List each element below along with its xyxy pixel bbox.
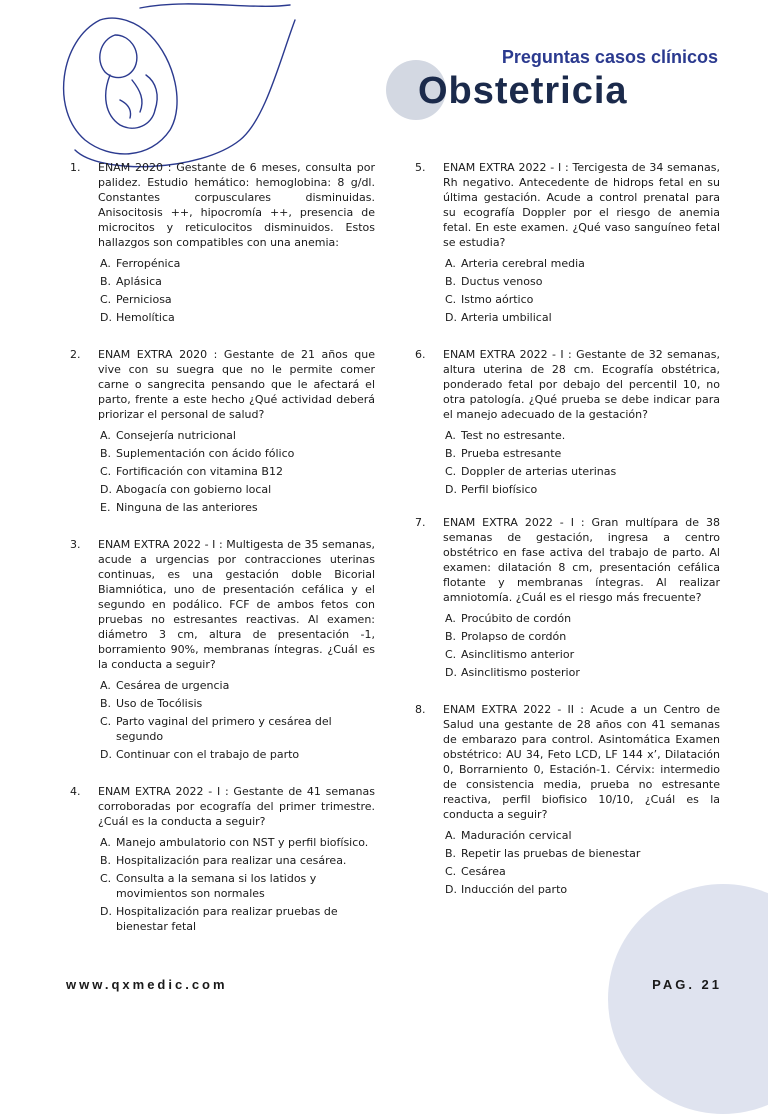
- options-list: [445, 828, 720, 897]
- option: [445, 846, 720, 861]
- question-number: 2.: [70, 348, 81, 361]
- option-text: Aplásica: [116, 275, 162, 288]
- options-list: [445, 611, 720, 680]
- option-text: Doppler de arterias uterinas: [461, 465, 617, 478]
- option-text: Perfil biofísico: [461, 483, 538, 496]
- fetus-logo-icon: [40, 0, 300, 175]
- option-text: Arteria umbilical: [461, 311, 552, 324]
- option-text: Cesárea: [461, 865, 506, 878]
- options-list: [100, 678, 375, 762]
- option-text: Arteria cerebral media: [461, 257, 585, 270]
- option: [445, 428, 720, 443]
- option-text: Asinclitismo posterior: [461, 666, 580, 679]
- question-6: [415, 347, 720, 497]
- option-text: Consejería nutricional: [116, 429, 236, 442]
- option-letter: D.: [100, 483, 112, 496]
- option-letter: C.: [100, 465, 112, 478]
- question-number: 4.: [70, 785, 81, 798]
- option: [445, 665, 720, 680]
- option-letter: B.: [445, 847, 457, 860]
- option: [100, 446, 375, 461]
- option-text: Manejo ambulatorio con NST y perfil biofísico.: [116, 836, 369, 849]
- option: [100, 678, 375, 693]
- option-text: Uso de Tocólisis: [116, 697, 203, 710]
- question-text: ENAM EXTRA 2022 - I : Gran multípara de 38 semanas de gestación, ingresa a centro obstétrico en fase activa del trabajo de parto. Al examen: dilatación 8 cm, presentación cefálica flotante y membranas íntegras. Al realizar amniotomía. ¿Cuál es el riesgo más frecuente?: [443, 516, 720, 604]
- question-text: ENAM EXTRA 2022 - I : Multigesta de 35 semanas, acude a urgencias por contracciones uterinas continuas, es una gestación doble Bicorial Biamniótica, uno de presentación cefálica y el segundo en podálico. FCF de ambos fetos con pruebas no estresantes reactivas. Al examen: diámetro 3 cm, altura de presentación -1, borramiento 90%, membranas íntegras. ¿Cuál es la conducta a seguir?: [98, 538, 375, 671]
- option-text: Abogacía con gobierno local: [116, 483, 272, 496]
- option-letter: B.: [445, 630, 457, 643]
- option-letter: A.: [445, 429, 456, 442]
- option: [445, 274, 720, 289]
- options-list: [100, 428, 375, 515]
- option-letter: C.: [445, 293, 457, 306]
- option-text: Maduración cervical: [461, 829, 572, 842]
- option: [100, 747, 375, 762]
- option: [445, 292, 720, 307]
- option-letter: A.: [445, 829, 456, 842]
- option-letter: B.: [445, 275, 457, 288]
- option-text: Ferropénica: [116, 257, 181, 270]
- option: [100, 871, 375, 901]
- option-letter: B.: [445, 447, 457, 460]
- option-letter: C.: [445, 865, 457, 878]
- option-letter: A.: [100, 836, 111, 849]
- question-text: ENAM EXTRA 2022 - I : Gestante de 32 semanas, altura uterina de 28 cm. Ecografía obstétrica, ponderado fetal por debajo del percentil 10, no otra patología. ¿Qué prueba se debe indicar para el manejo adecuado de la gestación?: [443, 348, 720, 421]
- option: [100, 428, 375, 443]
- option-letter: D.: [100, 905, 112, 918]
- option-letter: B.: [100, 697, 112, 710]
- option-text: Cesárea de urgencia: [116, 679, 230, 692]
- option-letter: A.: [100, 679, 111, 692]
- option-text: Perniciosa: [116, 293, 172, 306]
- option: [100, 853, 375, 868]
- option-text: Fortificación con vitamina B12: [116, 465, 283, 478]
- option-text: Continuar con el trabajo de parto: [116, 748, 300, 761]
- option-letter: B.: [100, 447, 112, 460]
- option-letter: A.: [100, 429, 111, 442]
- option-text: Repetir las pruebas de bienestar: [461, 847, 641, 860]
- option-text: Procúbito de cordón: [461, 612, 572, 625]
- option: [445, 629, 720, 644]
- option-letter: D.: [445, 483, 457, 496]
- option: [100, 310, 375, 325]
- page-title: Obstetricia: [418, 70, 628, 112]
- option: [100, 500, 375, 515]
- option-letter: A.: [445, 612, 456, 625]
- option-text: Parto vaginal del primero y cesárea del segundo: [116, 715, 332, 743]
- option: [100, 714, 375, 744]
- question-7: [415, 515, 720, 680]
- option: [100, 292, 375, 307]
- option-text: Hemolítica: [116, 311, 175, 324]
- option: [100, 256, 375, 271]
- option-text: Istmo aórtico: [461, 293, 534, 306]
- option-text: Suplementación con ácido fólico: [116, 447, 295, 460]
- question-3: [70, 537, 375, 762]
- footer-website: www.qxmedic.com: [66, 977, 228, 992]
- option-text: Asinclitismo anterior: [461, 648, 575, 661]
- option-text: Hospitalización para realizar pruebas de bienestar fetal: [116, 905, 338, 933]
- option-letter: D.: [445, 883, 457, 896]
- options-list: [100, 256, 375, 325]
- option-letter: C.: [100, 293, 112, 306]
- option: [445, 482, 720, 497]
- question-number: 7.: [415, 516, 426, 529]
- question-number: 5.: [415, 161, 426, 174]
- option-letter: C.: [445, 648, 457, 661]
- option: [445, 464, 720, 479]
- option: [445, 256, 720, 271]
- option-text: Prolapso de cordón: [461, 630, 567, 643]
- option-text: Ductus venoso: [461, 275, 543, 288]
- option-letter: D.: [445, 311, 457, 324]
- option-letter: E.: [100, 501, 111, 514]
- question-number: 1.: [70, 161, 81, 174]
- option-text: Inducción del parto: [461, 883, 568, 896]
- options-list: [445, 428, 720, 497]
- question-number: 3.: [70, 538, 81, 551]
- option: [445, 446, 720, 461]
- option: [445, 864, 720, 879]
- page-subtitle: Preguntas casos clínicos: [501, 47, 718, 67]
- option: [100, 274, 375, 289]
- option-letter: D.: [445, 666, 457, 679]
- corner-circle-decoration: [608, 884, 768, 1114]
- question-8: [415, 702, 720, 897]
- option: [445, 647, 720, 662]
- option-letter: D.: [100, 311, 112, 324]
- question-1: [70, 160, 375, 325]
- option: [445, 828, 720, 843]
- question-4: [70, 784, 375, 934]
- question-number: 6.: [415, 348, 426, 361]
- question-2: [70, 347, 375, 515]
- option: [100, 464, 375, 479]
- question-5: [415, 160, 720, 325]
- question-text: ENAM EXTRA 2022 - I : Tercigesta de 34 semanas, Rh negativo. Antecedente de hidrops fetal en su última gestación. Acude a control prenatal para su ecografía Doppler por el riesgo de anemia fetal. En este examen. ¿Qué vaso sanguíneo fetal se estudia?: [443, 161, 720, 249]
- option-letter: B.: [100, 854, 112, 867]
- question-number: 8.: [415, 703, 426, 716]
- option-letter: C.: [100, 872, 112, 885]
- question-text: ENAM EXTRA 2020 : Gestante de 21 años que vive con su suegra que no le permite comer carne o sangrecita pensando que le afectará el parto, frente a este hecho ¿Qué actividad deberá priorizar el personal de salud?: [98, 348, 375, 421]
- option: [445, 310, 720, 325]
- question-text: ENAM EXTRA 2022 - I : Gestante de 41 semanas corroboradas por ecografía del primer trimestre. ¿Cuál es la conducta a seguir?: [98, 785, 375, 828]
- option-letter: A.: [445, 257, 456, 270]
- option-letter: A.: [100, 257, 111, 270]
- question-text: ENAM EXTRA 2022 - II : Acude a un Centro de Salud una gestante de 28 años con 41 semanas de embarazo para control. Asintomática Examen obstétrico: AU 34, Feto LCD, LF 144 x’, Dilatación 0, Borrarniento 0, Estación-1. Cérvix: intermedio de consistencia media, prueba no estresante reactiva, perfil biofisico 10/10, ¿Cuál es la conducta a seguir?: [443, 703, 720, 821]
- right-column: [415, 160, 720, 900]
- option: [100, 482, 375, 497]
- option-text: Consulta a la semana si los latidos y movimientos son normales: [116, 872, 317, 900]
- option: [100, 904, 375, 934]
- option-text: Prueba estresante: [461, 447, 562, 460]
- option-letter: B.: [100, 275, 112, 288]
- page-number: PAG. 21: [652, 977, 722, 992]
- left-column: [70, 160, 375, 937]
- option: [445, 611, 720, 626]
- option-letter: C.: [100, 715, 112, 728]
- option: [100, 696, 375, 711]
- option-text: Hospitalización para realizar una cesárea.: [116, 854, 347, 867]
- option-letter: D.: [100, 748, 112, 761]
- option-text: Ninguna de las anteriores: [116, 501, 258, 514]
- options-list: [445, 256, 720, 325]
- option-letter: C.: [445, 465, 457, 478]
- question-text: ENAM 2020 : Gestante de 6 meses, consulta por palidez. Estudio hemático: hemoglobina: 8 g/dl. Constantes corpusculares disminuidas. Anisocitosis ++, hipocromía ++, presencia de microcitos y reticulocitos disminuidos. Estos hallazgos son compatibles con una anemia:: [98, 161, 375, 249]
- option-text: Test no estresante.: [461, 429, 566, 442]
- options-list: [100, 835, 375, 934]
- option: [100, 835, 375, 850]
